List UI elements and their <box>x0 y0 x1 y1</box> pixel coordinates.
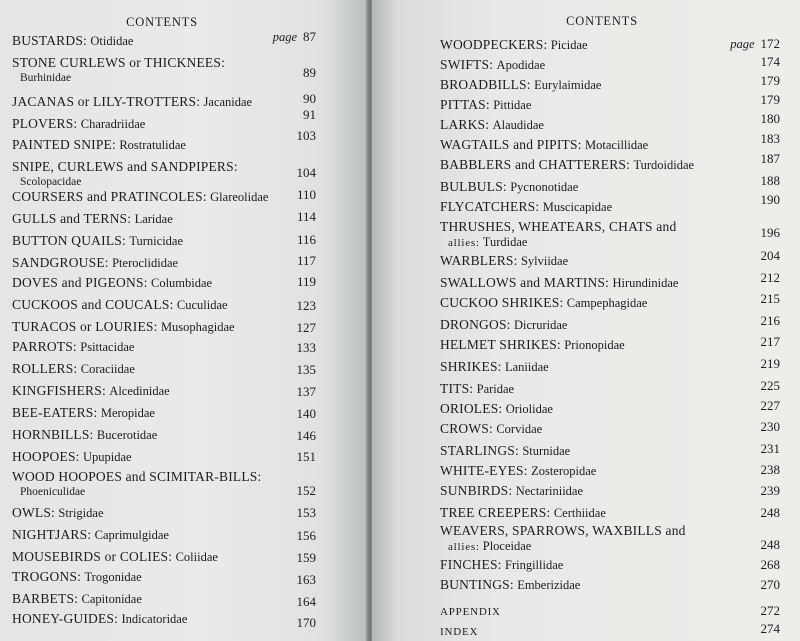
toc-entry: DOVES and PIGEONS: Columbidae 119 <box>12 274 316 290</box>
toc-entry: BROADBILLS: Eurylaimidae 179 <box>440 73 780 92</box>
toc-entry: STONE CURLEWS or THICKNEES: Burhinidae 89 <box>12 55 316 84</box>
toc-entry: HELMET SHRIKES: Prionopidae 217 <box>440 334 780 352</box>
toc-entry: CUCKOOS and COUCALS: Cuculidae 123 <box>12 297 316 313</box>
contents-heading: CONTENTS <box>126 15 198 29</box>
toc-entry: SWALLOWS and MARTINS: Hirundinidae 212 <box>440 270 780 290</box>
toc-entry: WAGTAILS and PIPITS: Motacillidae 183 <box>440 131 780 152</box>
toc-entry: PLOVERS: Charadriidae 91 <box>12 107 316 131</box>
page-label: page <box>272 30 297 44</box>
toc-entry: FLYCATCHERS: Muscicapidae 190 <box>440 192 780 214</box>
toc-entry: SUNBIRDS: Nectariniidae 239 <box>440 483 780 498</box>
toc-entry: SANDGROUSE: Pteroclididae 117 <box>12 253 316 270</box>
toc-entry: CROWS: Corvidae 230 <box>440 419 780 436</box>
toc-entry: SNIPE, CURLEWS and SANDPIPERS: Scolopacidae 104 <box>12 159 316 188</box>
toc-entry: WOODPECKERS: Picidae page 172 <box>440 36 780 52</box>
contents-heading: CONTENTS <box>566 14 638 28</box>
toc-entry: HOOPOES: Upupidae 151 <box>12 449 316 464</box>
toc-entry: PAINTED SNIPE: Rostratulidae 103 <box>12 128 316 152</box>
toc-entry: WOOD HOOPOES and SCIMITAR-BILLS: Phoeniculidae 152 <box>12 469 316 498</box>
toc-entry: COURSERS and PRATINCOLES: Glareolidae 110 <box>12 187 316 204</box>
toc-entry: SWIFTS: Apodidae 174 <box>440 54 780 72</box>
toc-entry: OWLS: Strigidae 153 <box>12 505 316 520</box>
page-label: page <box>730 37 755 51</box>
toc-entry: THRUSHES, WHEATEARS, CHATS and allies: Turdidae 196 <box>440 219 780 249</box>
toc-entry: HONEY-GUIDES: Indicatoridae 170 <box>12 611 316 630</box>
right-page <box>372 0 800 641</box>
toc-entry: NIGHTJARS: Caprimulgidae 156 <box>12 527 316 543</box>
toc-entry: BABBLERS and CHATTERERS: Turdoididae 187 <box>440 151 780 172</box>
toc-entry: SHRIKES: Laniidae 219 <box>440 356 780 374</box>
toc-entry: KINGFISHERS: Alcedinidae 137 <box>12 383 316 399</box>
toc-entry: PITTAS: Pittidae 179 <box>440 92 780 112</box>
toc-entry: CUCKOO SHRIKES: Campephagidae 215 <box>440 291 780 310</box>
toc-entry: TREE CREEPERS: Certhiidae 248 <box>440 505 780 520</box>
toc-entry: WARBLERS: Sylviidae 204 <box>440 248 780 268</box>
toc-entry: LARKS: Alaudidae 180 <box>440 111 780 132</box>
toc-entry: BUSTARDS: Otididae page 87 <box>12 29 316 48</box>
toc-entry: PARROTS: Psittacidae 133 <box>12 339 316 355</box>
toc-entry: MOUSEBIRDS or COLIES: Coliidae 159 <box>12 549 316 565</box>
toc-entry: TITS: Paridae 225 <box>440 378 780 396</box>
toc-entry: ORIOLES: Oriolidae 227 <box>440 398 780 416</box>
toc-entry: BULBULS: Pycnonotidae 188 <box>440 173 780 194</box>
toc-entry-index: INDEX 274 <box>440 621 780 638</box>
toc-entry: HORNBILLS: Bucerotidae 146 <box>12 427 316 443</box>
toc-entry: JACANAS or LILY-TROTTERS: Jacanidae 90 <box>12 91 316 109</box>
toc-entry: BEE-EATERS: Meropidae 140 <box>12 405 316 421</box>
toc-entry: WEAVERS, SPARROWS, WAXBILLS and allies: Ploceidae 248 <box>440 523 780 553</box>
toc-entry: ROLLERS: Coraciidae 135 <box>12 361 316 377</box>
toc-entry-appendix: APPENDIX 272 <box>440 603 780 618</box>
toc-entry: BUNTINGS: Emberizidae 270 <box>440 577 780 592</box>
toc-entry: TROGONS: Trogonidae 163 <box>12 569 316 587</box>
toc-entry: STARLINGS: Sturnidae 231 <box>440 441 780 458</box>
toc-entry: WHITE-EYES: Zosteropidae 238 <box>440 462 780 478</box>
toc-entry: BARBETS: Capitonidae 164 <box>12 591 316 609</box>
left-page <box>0 0 368 641</box>
toc-entry: DRONGOS: Dicruridae 216 <box>440 313 780 332</box>
toc-entry: GULLS and TERNS: Laridae 114 <box>12 209 316 226</box>
toc-entry: BUTTON QUAILS: Turnicidae 116 <box>12 232 316 248</box>
toc-entry: TURACOS or LOURIES: Musophagidae 127 <box>12 319 316 335</box>
toc-entry: FINCHES: Fringillidae 268 <box>440 557 780 572</box>
